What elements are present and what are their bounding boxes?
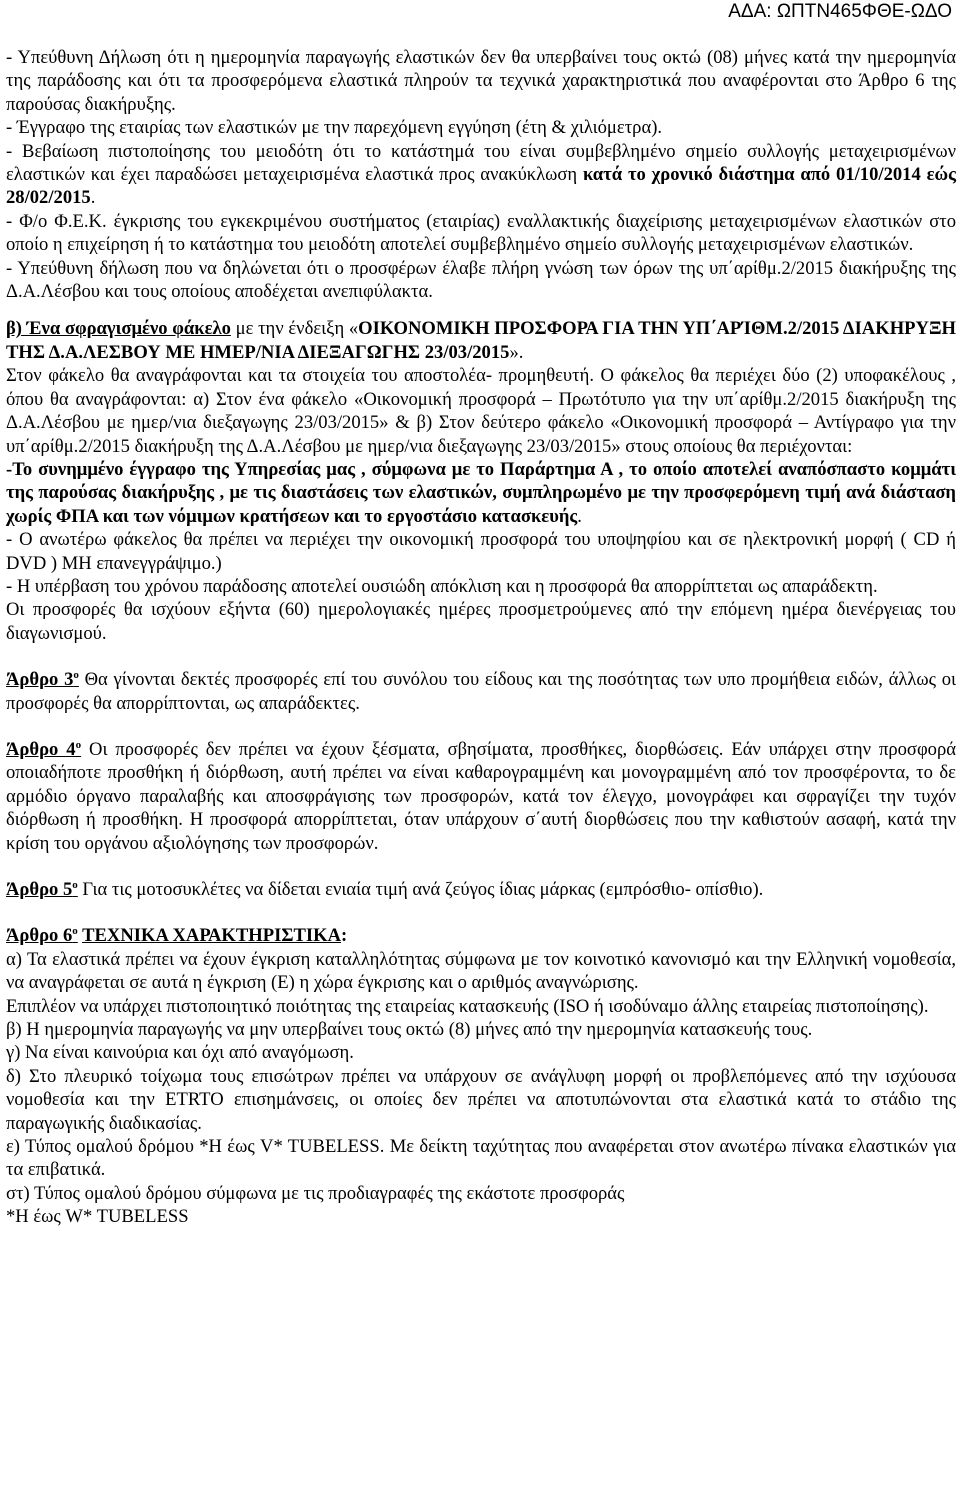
article-number: Άρθρο 5 [6,879,73,900]
paragraph: δ) Στο πλευρικό τοίχωμα τους επισώτρων πρέπει να υπάρχουν σε ανάγλυφη μορφή οι προβλεπόμενες από την ισχύουσα νομοθεσία και την ETRTO επισημάνσεις, οι οποίες δεν πρέπει να αποτυπώνονται στα ελαστικά κατά το στάδιο της παραγωγικής διαδικασίας. [6,1065,956,1134]
paragraph [6,458,956,528]
text-run: με την ένδειξη « [230,318,359,340]
paragraph: Επιπλέον να υπάρχει πιστοποιητικό ποιότητας της εταιρείας κατασκευής (ISO ή ισοδύναμο άλλης εταιρείας πιστοποίησης). [6,995,929,1017]
article-title: ΤΕΧΝΙΚΑ ΧΑΡΑΚΤΗΡΙΣΤΙΚΑ [82,925,342,947]
paragraph: Στον φάκελο θα αναγράφονται και τα στοιχεία του αποστολέα- προμηθευτή. Ο φάκελος θα περιέχει δύο (2) υποφακέλους , όπου θα αναγράφονται: α) Στον ένα φάκελο «Οικονομική προσφορά – Πρωτότυπο για την υπ΄αρίθμ.2/2015 διακήρυξη της Δ.Α.Λέσβου με ημερ/νια διεξαγωγης 23/03/2015» & β) Στον δεύτερο φάκελο «Οικονομική προσφορά – Αντίγραφο για την υπ΄αρίθμ.2/2015 διακήρυξη της Δ.Α.Λέσβου με ημερ/νια διεξαγωγης 23/03/2015» στους οποίους θα περιέχονται: [6,365,956,457]
article-text: Για τις μοτοσυκλέτες να δίδεται ενιαία τιμή ανά ζεύγος ίδιας μάρκας (εμπρόσθιο- οπίσθιο). [77,879,764,900]
underlined-text: β) Ένα σφραγισμένο φάκελο [6,318,231,340]
paragraph [6,317,956,364]
article-text: Θα γίνονται δεκτές προσφορές επί του συνόλου του είδους και της ποσότητας των υπο προμήθεια ειδών, άλλως οι προσφορές θα απορρίπτονται, ως απαράδεκτες. [6,669,956,714]
text-run: . [90,187,96,209]
bold-text: κατά το χρονικό διάστημα από 01/10/2014 εώς 28/02/2015 [6,164,956,209]
article-label [6,739,81,760]
underlined-text [6,925,78,946]
article-label [6,925,347,946]
bold-text [6,318,231,339]
paragraph: ε) Τύπος ομαλού δρόμου *Η έως V* TUBELESS. Με δείκτη ταχύτητας που αναφέρεται στον ανωτέρω πίνακα ελαστικών για τα επιβατικά. [6,1136,956,1181]
ada-code: ΑΔΑ: ΩΠΤΝ465ΦΘΕ-ΩΔΟ [728,1,952,22]
paragraph: - Υπεύθυνη Δήλωση ότι η ημερομηνία παραγωγής ελαστικών δεν θα υπερβαίνει τους οκτώ (08) μήνες κατά την ημερομηνία της παράδοσης και ότι τα προσφερόμενα ελαστικά πληρούν τα τεχνικά χαρακτηριστικά που αναφέρονται στο Άρθρο 6 της παρούσας διακήρυξης. [6,47,956,115]
paragraph [6,140,956,210]
document-body [6,46,956,1229]
superscript: ο [72,925,78,938]
paragraph: - Έγγραφο της εταιρίας των ελαστικών με την παρεχόμενη εγγύηση (έτη & χιλιόμετρα). [6,117,663,139]
text-run: ». [509,341,524,363]
paragraph: - Φ/ο Φ.Ε.Κ. έγκρισης του εγκεκριμένου συστήματος (εταιρίας) εναλλακτικής διαχείρισης μεταχειρισμένων ελαστικών στο οποίο η επιχείρηση ή το κατάστημα του μειοδότη αποτελεί συμβεβλημένο σημείο συλλογής μεταχειρισμένων ελαστικών. [6,210,956,256]
article-text: Οι προσφορές δεν πρέπει να έχουν ξέσματα, σβησίματα, προσθήκες, διορθώσεις. Εάν υπάρχει στην προσφορά οποιαδήποτε προσθήκη ή διόρθωση, αυτή πρέπει να είναι καθαρογραμμένη και μονογραμμένη από τον προσφέροντα, το δε αρμόδιο όργανο παραλαβής και αποσφράγισης των προσφορών, κατά τον έλεγχο, μονογράφει και σφραγίζει την τυχόν διόρθωση ή προσθήκη. Η προσφορά απορρίπτεται, όταν υπάρχουν σ΄αυτή διορθώσεις που την καθιστούν ασαφή, κατά την κρίση του οργάνου αξιολόγησης των προσφορών. [6,738,957,854]
underlined-text [6,739,81,760]
article-label [6,879,78,900]
article-6-heading [6,924,956,947]
bold-text: -Το συνημμένο έγγραφο της Υπηρεσίας μας , σύμφωνα με το Παράρτημα Α , το οποίο αποτελεί αναπόσπαστο κομμάτι της παρούσας διακήρυξης , με τις διαστάσεις των ελαστικών, συμπληρωμένο με την προσφερόμενη τιμή ανά διάσταση χωρίς ΦΠΑ και των νόμιμων κρατήσεων και το εργοστάσιο κατασκευής [6,458,956,527]
text-run: : [341,925,348,947]
paragraph: *Η έως W* TUBELESS [6,1206,189,1228]
bold-text: ΟΙΚΟΝΟΜΙΚΗ ΠΡΟΣΦΟΡΑ ΓΙΑ ΤΗΝ ΥΠ΄ΑΡΊΘΜ.2/2015 ΔΙΑΚΗΡΥΞΗ ΤΗΣ Δ.Α.ΛΕΣΒΟΥ ΜΕ ΗΜΕΡ/ΝΙΑ ΔΙΕΞΑΓΩΓΗΣ 23/03/2015 [6,318,956,363]
paragraph: α) Τα ελαστικά πρέπει να έχουν έγκριση καταλληλότητας σύμφωνα με τον κοινοτικό κανονισμό και την Ελληνική νομοθεσία, να αναγράφεται σε αυτά η έγκριση (Ε) η χώρα έγκρισης και ο αριθμός αναγνώρισης. [6,948,956,994]
paragraph: - Η υπέρβαση του χρόνου παράδοσης αποτελεί ουσιώδη απόκλιση και η προσφορά θα απορρίπτεται ως απαράδεκτη. [6,575,878,597]
article-number: Άρθρο 3 [6,669,74,691]
article-number: Άρθρο 4 [6,738,76,760]
article-4 [6,738,956,855]
text-run: . [577,505,582,527]
superscript: ο [75,738,82,751]
article-number: Άρθρο 6 [6,925,73,947]
paragraph: γ) Να είναι καινούρια και όχι από αναγόμωση. [6,1042,354,1064]
paragraph: - Υπεύθυνη δήλωση που να δηλώνεται ότι ο προσφέρων έλαβε πλήρη γνώση των όρων της υπ΄αρίθμ.2/2015 διακήρυξης της Δ.Α.Λέσβου και τους οποίους αποδέχεται ανεπιφύλακτα. [6,257,956,303]
article-label [6,669,79,690]
underlined-text [6,669,79,690]
paragraph: β) Η ημερομηνία παραγωγής να μην υπερβαίνει τους οκτώ (8) μήνες από την ημερομηνία κατασκευής τους. [6,1019,813,1041]
underlined-text [6,879,78,900]
superscript: ο [72,879,78,891]
paragraph: - Ο ανωτέρω φάκελος θα πρέπει να περιέχει την οικονομική προσφορά του υποψηφίου και σε ηλεκτρονική μορφή ( CD ή DVD ) ΜΗ επανεγγράψιμο.) [6,529,956,574]
superscript: ο [73,669,79,682]
paragraph: Οι προσφορές θα ισχύουν εξήντα (60) ημερολογιακές ημέρες προσμετρούμενες από την επόμενη ημέρα διενέργειας του διαγωνισμού. [6,599,956,644]
paragraph: στ) Τύπος ομαλού δρόμου σύμφωνα με τις προδιαγραφές της εκάστοτε προσφοράς [6,1182,625,1204]
article-3 [6,668,956,715]
text-run: - Βεβαίωση πιστοποίησης του μειοδότη ότι το κατάστημά του είναι συμβεβλημένο σημείο συλλογής μεταχειρισμένων ελαστικών και έχει παραδώσει μεταχειρισμένα ελαστικά προς ανακύκλωση [6,140,956,186]
article-5 [6,878,956,901]
